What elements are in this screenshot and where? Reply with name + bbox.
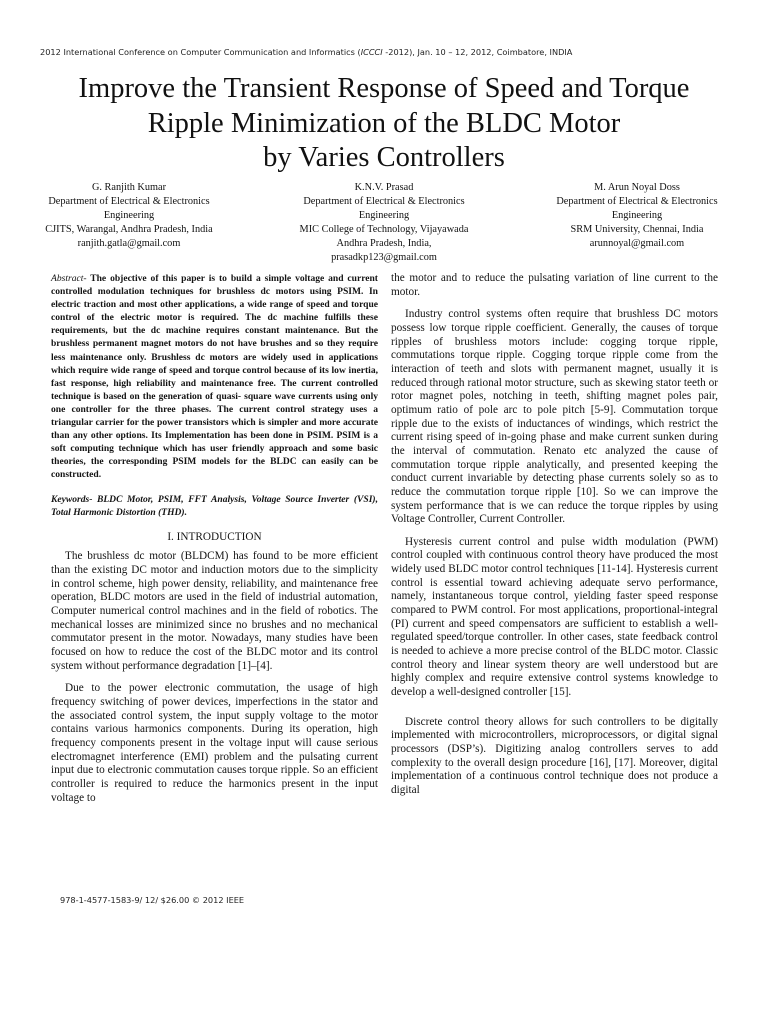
- header-abbr: ICCCI: [360, 47, 383, 57]
- author-dept-cont: Engineering: [611, 209, 663, 221]
- author-1: [28, 181, 230, 251]
- right-column: [391, 272, 718, 798]
- author-email: prasadkp123@gmail.com: [331, 251, 437, 263]
- author-2: [281, 181, 487, 264]
- running-header: [40, 47, 572, 57]
- title-line-2: Ripple Minimization of the BLDC Motor: [147, 107, 621, 139]
- paragraph: Hysteresis current control and pulse width modulation (PWM) control coupled with continuous control theory have produced the most widely used BLDC motor control techniques [11-14]. Hysteresis current control is essential toward achieving adequate servo performance, namely, instantaneous torque control, yielding faster speed response compared to PWM control. For most applications, proportional-integral (PI) current and speed compensators are sufficient to establish a well-regulated speed/torque controller. In other cases, state feedback control is needed to achieve a more precise control of the BLDC motor. Classic control theory and linear system theory are well understood but are highly complex and require extensive control systems knowledge to develop a well-designed controller [15].: [391, 535, 718, 699]
- paragraph: Due to the power electronic commutation, the usage of high frequency switching of power devices, imperfections in the stator and the associated control system, the input supply voltage to the motor contains various harmonics components. During its operation, high frequency components present in the voltage input will cause serious electromagnet interference (EMI) problem and the pulsating current input due to electronic commutation causes torque ripple. So an efficient controller is required to reduce the harmonics present in the input voltage to: [51, 682, 378, 804]
- author-institution: CJITS, Warangal, Andhra Pradesh, India: [45, 223, 213, 235]
- author-dept: Department of Electrical & Electronics: [48, 195, 210, 207]
- keywords: Keywords- BLDC Motor, PSIM, FFT Analysis, Voltage Source Inverter (VSI), Total Harmonic Distortion (THD).: [51, 493, 378, 518]
- paragraph: the motor and to reduce the pulsating variation of line current to the motor.: [391, 272, 718, 298]
- author-name: M. Arun Noyal Doss: [594, 182, 680, 193]
- abstract-text: The objective of this paper is to build a simple voltage and current controlled modulation techniques for brushless dc motors using PSIM. In electric traction and most other applications, a wide range of speed and torque control of the electric motor is required. The dc machine fulfills these requirements, but the dc machine requires constant maintenance. But the brushless permanent magnet motors do not have brushes and so they require less maintenance only. Brushless dc motors are widely used in applications which require wide range of speed and torque control because of its low inertia, fast response, high reliability and maintenance free. The current controlled technique is based on the generation of quasi- square wave currents using only one controller for the three phases. The current control strategy uses a triangular carrier for the power transistors which is simpler and more accurate than any other options. Its Implementation has been done in PSIM. PSIM is a soft computing technique which has user friendly approach and some basic theories, the corresponding PSIM models for the BLDC can easily can be constructed.: [51, 273, 378, 481]
- header-suffix: -2012), Jan. 10 – 12, 2012, Coimbatore, INDIA: [382, 47, 573, 57]
- author-email: arunnoyal@gmail.com: [589, 237, 685, 249]
- title-line-3: by Varies Controllers: [263, 142, 505, 173]
- section-heading-introduction: I. INTRODUCTION: [167, 530, 262, 543]
- author-location: Andhra Pradesh, India,: [336, 237, 432, 249]
- author-institution: MIC College of Technology, Vijayawada: [299, 223, 469, 235]
- author-institution: SRM University, Chennai, India: [570, 223, 704, 235]
- paragraph: Discrete control theory allows for such controllers to be digitally implemented with microcontrollers, microprocessors, or digital signal processors (DSP’s). Digitizing analog controllers serves to add complexity to the overall design procedure [16], [17]. Moreover, digital implementation of a continuous control technique does not produce a digital: [391, 715, 718, 796]
- author-name: K.N.V. Prasad: [354, 182, 414, 193]
- abstract-label: Abstract-: [51, 273, 87, 284]
- paragraph: The brushless dc motor (BLDCM) has found to be more efficient than the existing DC motor and induction motors due to the simplicity in control scheme, high power density, reliability, and maintenance free operation, BLDC motors are used in the field of industrial automation, Computer numerical control machines and in the field of robotics. The mechanical losses are minimized since no brushes and no mechanical commutator present in the motor. Nowadays, many studies have been focused on how to reduce the cost of the BLDC motor and its control system without performance degradation [1]–[4].: [51, 550, 378, 672]
- author-dept-cont: Engineering: [358, 209, 410, 221]
- title-line-1: Improve the Transient Response of Speed and Torque: [78, 73, 690, 104]
- author-dept: Department of Electrical & Electronics: [556, 195, 718, 207]
- author-email: ranjith.gatla@gmail.com: [77, 237, 181, 249]
- author-name: G. Ranjith Kumar: [91, 182, 167, 193]
- left-column: [51, 272, 378, 805]
- abstract: [51, 272, 378, 482]
- paragraph: Industry control systems often require that brushless DC motors possess low torque ripple coefficient. Generally, the causes of torque ripples of brushless motors include: cogging torque ripple, commutations torque ripple. Cogging torque ripple come from the interaction of teeth and slots with permanent magnet, usually it is reduced through rational motor structure, such as skewing stator teeth or rotor magnet poles, notching in teeth, shifting magnet poles pair, optimum ratio of pole arc to pole pitch [5-9]. Commutation torque ripple due to the exists of inductances of windings, which restrict the current rising speed of in-going phase and make current sunken during the interval of commutation. Renato etc analyzed the cause of commutation torque ripple analytically, and presented keeping the conduct current invariable by detecting phase currents solely so as to reduce the commutation torque ripple [10]. So we can improve the system performance that is we can reduce the torque ripples by using Voltage Controller, Current Controller.: [391, 308, 718, 526]
- author-dept-cont: Engineering: [103, 209, 155, 221]
- author-dept: Department of Electrical & Electronics: [303, 195, 465, 207]
- copyright-footer: 978-1-4577-1583-9/ 12/ $26.00 © 2012 IEEE: [60, 895, 245, 905]
- header-prefix: 2012 International Conference on Computer Communication and Informatics (: [40, 47, 361, 57]
- author-3: [535, 181, 739, 251]
- paper-title: [30, 72, 738, 176]
